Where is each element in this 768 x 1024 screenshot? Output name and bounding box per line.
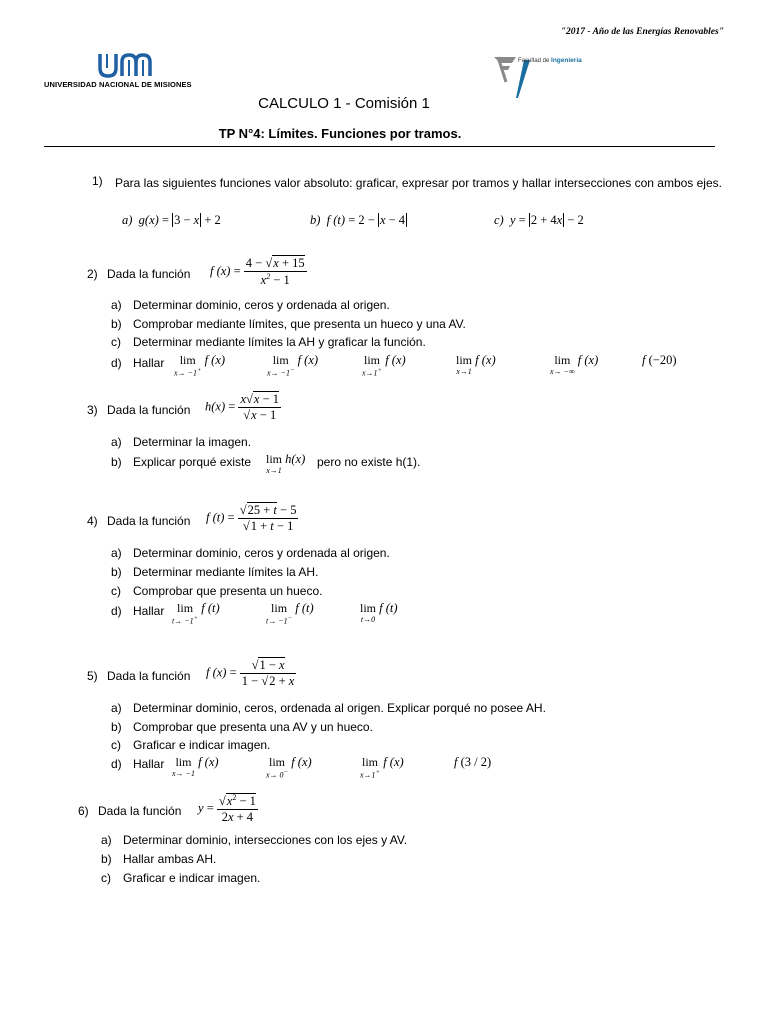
question-number: 1) xyxy=(92,174,103,188)
header-motto: "2017 - Año de las Energías Renovables" xyxy=(560,27,724,37)
q2-item-c: c) Determinar mediante límites la AH y graficar la función. xyxy=(111,335,426,349)
question-1 xyxy=(92,174,722,193)
question-number: 4) xyxy=(87,514,98,528)
q5-function: f (x) = $\frac{√1 - x}{1 - √2 + x}$ xyxy=(206,658,295,688)
q2-item-b: b) Comprobar mediante límites, que presenta un hueco y una AV. xyxy=(111,317,466,331)
question-3 xyxy=(87,403,190,417)
faculty-label xyxy=(518,57,582,64)
q2-item-d: d) Hallar xyxy=(111,356,165,370)
question-5 xyxy=(87,669,190,683)
q4-function: f (t) = $\frac{√25 + t - 5}{√1 + t - 1}$ xyxy=(206,503,297,533)
q1-formula-c: c) y = 2 + 4x − 2 xyxy=(494,213,584,227)
question-4 xyxy=(87,514,190,528)
q6-item-a: a) Determinar dominio, intersecciones con los ejes y AV. xyxy=(101,833,408,847)
q3-item-b: b) Explicar porqué existe xyxy=(111,455,252,469)
q3-function: h(x) = $\frac{x√x - 1}{√x - 1}$ xyxy=(205,392,279,422)
q3-limit: lim x→1 h(x) xyxy=(266,452,306,475)
question-intro: Dada la función xyxy=(107,514,191,528)
q4-item-d: d) Hallar xyxy=(111,604,165,618)
q5-limits: lim x→ −1 f (x) lim x→ 0− f (x) lim x→1+ f (x) f (3 / 2) xyxy=(172,755,492,780)
q6-item-b: b) Hallar ambas AH. xyxy=(101,852,217,866)
q3-item-b-tail: pero no existe h(1). xyxy=(317,455,421,469)
header-divider xyxy=(44,146,715,147)
q4-item-c: c) Comprobar que presenta un hueco. xyxy=(111,584,323,598)
q2-item-a: a) Determinar dominio, ceros y ordenada al origen. xyxy=(111,298,390,312)
university-name: UNIVERSIDAD NACIONAL DE MISIONES xyxy=(44,80,192,89)
question-number: 2) xyxy=(87,267,98,281)
question-intro: Dada la función xyxy=(107,669,191,683)
q4-limits: lim t→ −1+ f (t) lim t→ −1− f (t) lim t→0 f (t) xyxy=(172,601,398,626)
question-number: 5) xyxy=(87,669,98,683)
question-number: 3) xyxy=(87,403,98,417)
q6-function: y = $\frac{√x^2 - 1}{2x + 4}$ xyxy=(198,793,256,825)
page-title: CALCULO 1 - Comisión 1 xyxy=(258,95,430,112)
q1-formula-b: b) f (t) = 2 − x − 4 xyxy=(310,213,406,227)
q5-item-d: d) Hallar xyxy=(111,757,165,771)
question-text: Para las siguientes funciones valor absoluto: graficar, expresar por tramos y hallar intersecciones con ambos ejes. xyxy=(115,176,722,190)
university-logo xyxy=(44,52,204,89)
q4-item-a: a) Determinar dominio, ceros y ordenada al origen. xyxy=(111,546,390,560)
faculty-prefix: Facultad de xyxy=(518,58,550,64)
question-number: 6) xyxy=(78,804,89,818)
question-intro: Dada la función xyxy=(107,267,191,281)
page-subtitle: TP N°4: Límites. Funciones por tramos. xyxy=(218,126,462,141)
unam-logo-icon xyxy=(98,52,158,80)
q1-formula-a: a) g(x) = 3 − x + 2 xyxy=(122,213,221,227)
q5-item-c: c) Graficar e indicar imagen. xyxy=(111,738,271,752)
q2-function: f (x) = $\frac{4 - √x + 15}{x^2 - 1}$ xyxy=(210,256,305,288)
question-intro: Dada la función xyxy=(98,804,182,818)
q5-item-b: b) Comprobar que presenta una AV y un hueco. xyxy=(111,720,373,734)
question-6 xyxy=(78,804,181,818)
question-2 xyxy=(87,267,190,281)
q3-item-a: a) Determinar la imagen. xyxy=(111,435,252,449)
q4-item-b: b) Determinar mediante límites la AH. xyxy=(111,565,319,579)
q2-limits: lim x→ −1+ f (x) lim x→ −1− f (x) lim x→1+ f (x) lim x→1 f (x) lim x→ −∞ f (x) f (−20) xyxy=(174,353,677,378)
faculty-name: Ingeniería xyxy=(551,57,582,64)
question-intro: Dada la función xyxy=(107,403,191,417)
q6-item-c: c) Graficar e indicar imagen. xyxy=(101,871,261,885)
q5-item-a: a) Determinar dominio, ceros, ordenada al origen. Explicar porqué no posee AH. xyxy=(111,701,546,715)
